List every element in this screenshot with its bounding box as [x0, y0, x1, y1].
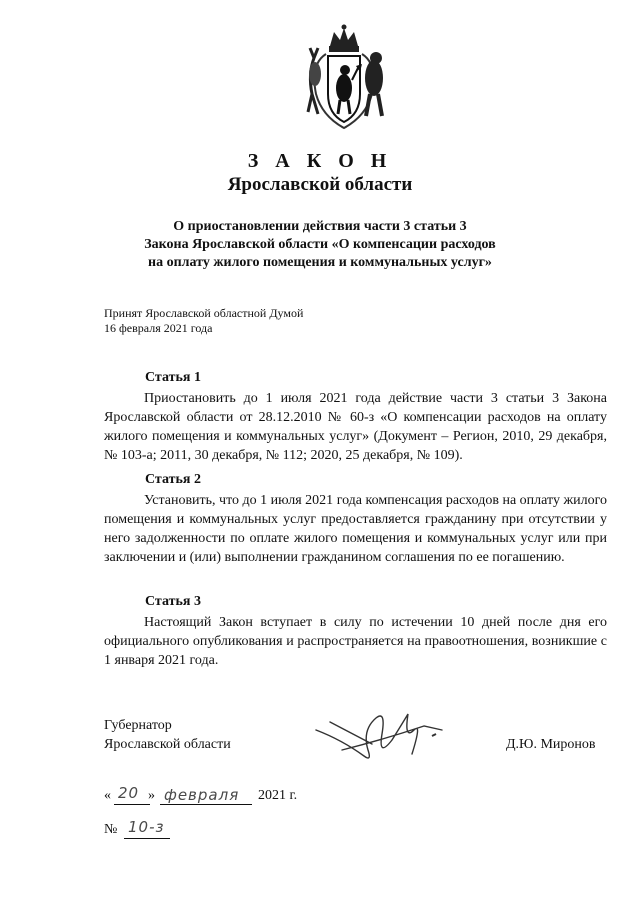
signatory-title	[104, 716, 231, 754]
coat-of-arms-emblem	[296, 24, 392, 136]
article-3-text: Настоящий Закон вступает в силу по истечении 10 дней после дня его официального опубликования и распространяется на правоотношения, возникшие с 1 января 2021 года.	[104, 615, 607, 668]
article-2-heading: Статья 2	[145, 472, 201, 487]
article-1-text: Приостановить до 1 июля 2021 года действие части 3 статьи 3 Закона Ярославской области от 28.12.2010 № 60-з «О компенсации расходов на оплату жилого помещения и коммунальных услуг» (Документ – Регион, 2010, 29 декабря, № 103-а; 2011, 30 декабря, № 112; 2020, 25 декабря, № 109).	[104, 391, 607, 463]
date-close-quote: »	[148, 788, 155, 803]
signatory-name: Д.Ю. Миронов	[506, 737, 596, 752]
signing-date	[104, 784, 324, 810]
document-type-heading: З А К О Н	[247, 150, 393, 172]
article-1-heading: Статья 1	[145, 370, 201, 385]
law-title-line: О приостановлении действия части 3 статьи 3	[173, 219, 467, 234]
date-open-quote: «	[104, 788, 111, 803]
law-number-underline	[124, 838, 170, 839]
law-number	[104, 818, 224, 858]
article-3-heading: Статья 3	[145, 594, 201, 609]
number-sign: №	[104, 822, 118, 837]
date-day-handwritten: 20	[118, 784, 140, 802]
date-day-underline	[114, 804, 150, 805]
signatory-title-line: Губернатор	[104, 718, 172, 733]
law-title	[0, 218, 640, 272]
law-number-handwritten: 10-з	[128, 818, 165, 836]
handwritten-signature	[312, 700, 452, 770]
date-month-underline	[160, 804, 252, 805]
law-title-line: на оплату жилого помещения и коммунальных услуг»	[148, 255, 492, 270]
region-heading: Ярославской области	[227, 174, 413, 195]
signatory-title-line: Ярославской области	[104, 737, 231, 752]
adoption-date: 16 февраля 2021 года	[104, 321, 213, 335]
date-year: 2021 г.	[258, 788, 298, 803]
adoption-note	[104, 306, 303, 336]
article-2-text: Установить, что до 1 июля 2021 года компенсация расходов на оплату жилого помещения и коммунальных услуг предоставляется гражданину при отсутствии у него задолженности по оплате жилого помещения и коммунальных услуг или при заключении и (или) выполнении гражданином соглашения по ее погашению.	[104, 493, 607, 565]
adoption-note-line: Принят Ярославской областной Думой	[104, 306, 304, 320]
law-title-line: Закона Ярославской области «О компенсации расходов	[144, 237, 496, 252]
date-month-handwritten: февраля	[164, 786, 240, 804]
